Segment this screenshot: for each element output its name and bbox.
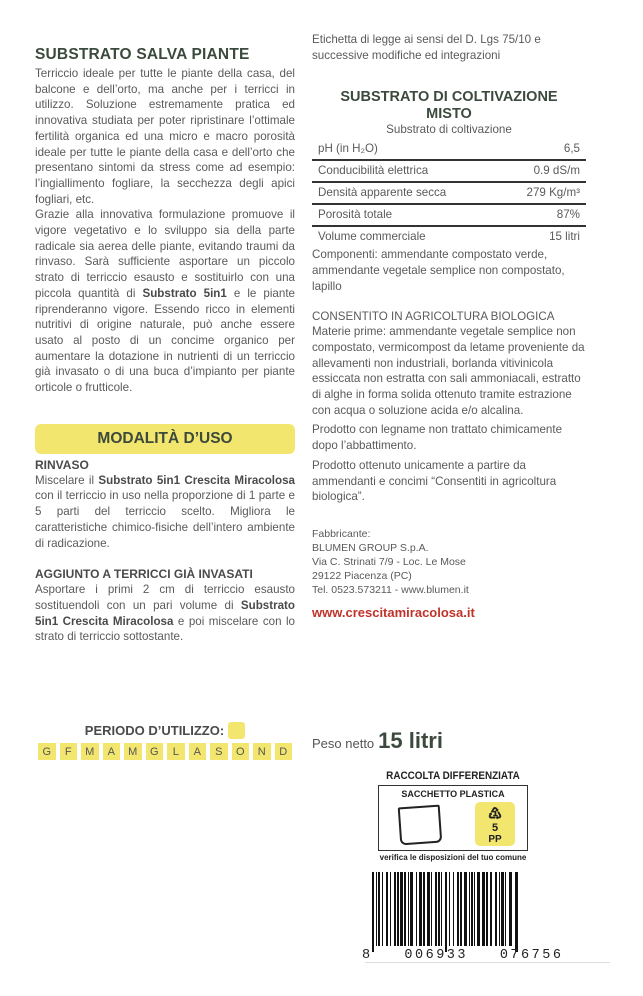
legend-square-icon — [228, 722, 245, 739]
barcode — [370, 872, 520, 952]
recycling-item: SACCHETTO PLASTICA — [401, 789, 505, 799]
barcode-bar — [474, 872, 475, 946]
month-cell: A — [103, 743, 121, 760]
text: Miscelare il — [35, 473, 99, 487]
barcode-bar — [410, 872, 413, 946]
month-cell: D — [275, 743, 293, 760]
manufacturer-line: 29122 Piacenza (PC) — [312, 569, 412, 582]
components: Componenti: ammendante compostato verde, ammendante vegetale semplice non compostato, lapillo — [312, 248, 565, 293]
month-cell: M — [124, 743, 142, 760]
barcode-bar — [397, 872, 399, 946]
specs-table — [312, 139, 586, 247]
barcode-bar — [382, 872, 383, 946]
recycling-box — [378, 785, 528, 851]
recycling-title: RACCOLTA DIFFERENZIATA — [386, 770, 520, 782]
barcode-bar — [400, 872, 403, 946]
barcode-bar — [423, 872, 425, 946]
month-cell: G — [38, 743, 56, 760]
manufacturer-line: BLUMEN GROUP S.p.A. — [312, 541, 429, 554]
spec-value: 15 litri — [549, 230, 580, 244]
text: e poi miscelare con lo strato di terriccio sottostante. — [35, 614, 295, 644]
product-subtitle: Substrato di coltivazione — [386, 123, 512, 137]
barcode-bar — [419, 872, 422, 946]
spec-value: 6,5 — [499, 139, 586, 160]
spec-label: Conducibilità elettrica — [312, 160, 499, 182]
barcode-bar — [386, 872, 388, 946]
period-title: PERIODO D’UTILIZZO: — [84, 723, 225, 738]
barcode-bar — [427, 872, 430, 946]
spec-label: Porosità totale — [312, 204, 499, 226]
usage-banner: MODALITÀ D’USO — [35, 424, 295, 454]
usage-period — [35, 722, 295, 760]
barcode-bar — [435, 872, 437, 946]
manufacturer-line: Tel. 0523.573211 - www.blumen.it — [312, 583, 469, 596]
spec-label: Densità apparente secca — [312, 182, 499, 204]
resin-code: 5 — [491, 821, 499, 834]
barcode-bar — [441, 872, 442, 946]
barcode-bar — [471, 872, 473, 946]
recycle-pp-icon: ♳ 5 PP — [475, 802, 515, 846]
origin-note: Prodotto ottenuto unicamente a partire da ammendanti e concimi “Consentiti in agricoltura biologica”. — [312, 458, 557, 504]
intro-paragraph-2 — [35, 207, 295, 395]
aggiunto-text — [35, 582, 295, 645]
barcode-bar — [438, 872, 440, 946]
month-cell: N — [253, 743, 271, 760]
months-row — [35, 743, 295, 760]
month-cell: M — [81, 743, 99, 760]
barcode-bar — [394, 872, 396, 946]
resin-material: PP — [488, 833, 502, 845]
barcode-bar — [376, 872, 377, 946]
barcode-bar — [477, 872, 480, 946]
barcode-bar — [464, 872, 467, 946]
barcode-bar — [449, 872, 450, 946]
spec-value: 279 Kg/m³ — [499, 182, 586, 204]
manufacturer-block — [312, 527, 586, 597]
barcode-bar — [404, 872, 406, 946]
spec-row — [312, 226, 586, 247]
bold-text: Substrato 5in1 — [142, 286, 227, 300]
barcode-bar — [495, 872, 497, 946]
left-column — [35, 46, 295, 645]
period-title-row — [35, 722, 295, 739]
right-column — [312, 32, 586, 620]
legal-note: Etichetta di legge ai sensi del D. Lgs 75/10 e successive modifiche ed integrazioni — [312, 33, 541, 62]
bio-heading: CONSENTITO IN AGRICOLTURA BIOLOGICA — [312, 309, 555, 323]
spec-row — [312, 182, 586, 204]
website-link[interactable]: www.crescitamiracolosa.it — [312, 604, 475, 620]
spec-label: Volume commerciale — [318, 230, 426, 244]
text: Grazie alla innovativa formulazione promuove il vigore vegetativo e lo sviluppo sia della parte radicale sia aerea delle piante, evitando traumi da rinvaso. Sarà sufficiente asportare un piccolo strato di terriccio esausto e sostituirlo con una piccola quantità di — [35, 208, 295, 300]
net-weight-label: Peso netto — [312, 736, 375, 751]
barcode-bar — [408, 872, 409, 946]
product-type-title — [312, 89, 586, 123]
divider — [365, 962, 610, 963]
month-cell: F — [60, 743, 78, 760]
rinvaso-text — [35, 473, 295, 552]
manufacturer-line: Fabbricante: — [312, 527, 371, 540]
product-title: SUBSTRATO SALVA PIANTE — [35, 46, 250, 63]
barcode-bar — [509, 872, 512, 946]
barcode-bar — [372, 872, 374, 952]
bio-text: Materie prime: ammendante vegetale semplice non compostato, vermicompost da letame proveniente da allevamenti non industriali, borlanda vitivinicola essiccata non estratta con sali ammoniacali, estratto di alghe in forma solida ottenuto tramite estrazione con acqua o soluzione acida e/o alcalina. — [312, 325, 585, 417]
month-cell: S — [210, 743, 228, 760]
bag-icon — [398, 805, 443, 846]
barcode-bar — [482, 872, 485, 946]
barcode-bar — [469, 872, 470, 946]
barcode-bar — [416, 872, 417, 946]
barcode-number: 8 006933 076756 — [362, 948, 564, 963]
spec-row — [312, 204, 586, 226]
wood-note: Prodotto con legname non trattato chimicamente dopo l’abbattimento. — [312, 423, 563, 453]
bold-text: Substrato 5in1 Crescita Miracolosa — [98, 473, 296, 487]
barcode-bar — [378, 872, 380, 946]
manufacturer-line: Via C. Strinati 7/9 - Loc. Le Mose — [312, 555, 466, 568]
barcode-bar — [457, 872, 459, 946]
rinvaso-heading: RINVASO — [35, 457, 89, 472]
barcode-bar — [499, 872, 500, 946]
barcode-bar — [460, 872, 462, 946]
title-line: MISTO — [426, 106, 472, 123]
recycling-info — [378, 770, 528, 862]
barcode-bar — [431, 872, 432, 946]
spec-row — [312, 139, 586, 160]
text: Asportare i primi 2 cm di terriccio esausto sostituendoli con un pari volume di — [35, 583, 295, 612]
barcode-bar — [486, 872, 488, 946]
spec-row — [312, 160, 586, 182]
intro-paragraph-1: Terriccio ideale per tutte le piante della casa, del balcone e dell’orto, ma anche per i terricci in utilizzo. Soluzione estremamente pratica ed innovativa studiata per poter ripristinare l’ottimale fertilità organica ed una micro e macro porosità ideale per tutte le piante della casa e dell’orto che presentano sintomi da stress come ad esempio: l’ingiallimento fogliare, la secchezza degli apici fogliari, etc. — [35, 67, 295, 206]
text: e le piante riprenderanno vigore. Essendo ricco in elementi nutritivi di origine naturale, può anche essere usato al posto di un concime organico per aumentare la dotazione in nutrienti di un terriccio già invasato o di una buca d’impianto per piante orticole o frutticole. — [35, 286, 295, 395]
barcode-bar — [515, 872, 518, 952]
barcode-bar — [445, 872, 447, 952]
month-cell: A — [189, 743, 207, 760]
barcode-bar — [501, 872, 504, 946]
month-cell: O — [232, 743, 250, 760]
text: con il terriccio in uso nella proporzione di 1 parte e 5 parti del terriccio scelto. Migliora le caratteristiche chimico-fisiche dell’intero ambiente di radicazione. — [35, 489, 295, 550]
barcode-bar — [453, 872, 454, 946]
spec-label: pH (in H₂O) — [312, 139, 499, 160]
bold-text: Substrato 5in1 Crescita Miracolosa — [35, 598, 295, 628]
spec-value: 87% — [499, 204, 586, 226]
spec-value: 0.9 dS/m — [499, 160, 586, 182]
aggiunto-heading: AGGIUNTO A TERRICCI GIÀ INVASATI — [35, 567, 253, 582]
title-line: SUBSTRATO DI COLTIVAZIONE — [340, 89, 558, 106]
month-cell: L — [167, 743, 185, 760]
barcode-bar — [505, 872, 506, 946]
recycling-footer: verifica le disposizioni del tuo comune — [379, 853, 527, 862]
month-cell: G — [146, 743, 164, 760]
net-weight — [312, 728, 443, 754]
barcode-bar — [490, 872, 492, 946]
net-weight-value: 15 litri — [378, 728, 443, 753]
barcode-bar — [390, 872, 391, 946]
